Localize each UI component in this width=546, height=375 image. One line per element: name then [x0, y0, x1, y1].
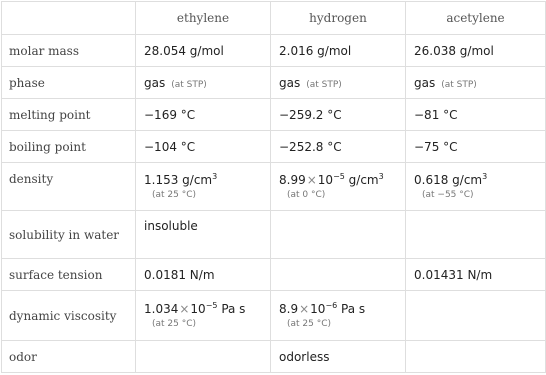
- density-value: 1.153 g/cm: [144, 173, 213, 187]
- cell-acetylene-boiling-point: −75 °C: [406, 131, 546, 163]
- cell-acetylene-dynamic-viscosity: [406, 291, 546, 341]
- cell-hydrogen-phase: [271, 67, 406, 99]
- viscosity-unit: Pa s: [337, 302, 366, 316]
- cell-ethylene-phase: [136, 67, 271, 99]
- cell-acetylene-molar-mass: 26.038 g/mol: [406, 35, 546, 67]
- density-unit-exponent: 3: [378, 172, 384, 181]
- viscosity-note: (at 25 °C): [152, 319, 197, 329]
- cell-hydrogen-melting-point: −259.2 °C: [271, 99, 406, 131]
- row-label-odor: odor: [2, 341, 136, 373]
- times-sign: ×: [306, 173, 317, 187]
- cell-hydrogen-odor: odorless: [271, 341, 406, 373]
- cell-hydrogen-boiling-point: −252.8 °C: [271, 131, 406, 163]
- cell-ethylene-melting-point: −169 °C: [136, 99, 271, 131]
- viscosity-base: 10: [190, 302, 206, 316]
- row-label-boiling-point: boiling point: [2, 131, 136, 163]
- column-header-ethylene: ethylene: [136, 2, 271, 35]
- viscosity-mantissa: 8.9: [279, 302, 299, 316]
- row-label-molar-mass: molar mass: [2, 35, 136, 67]
- row-label-density: density: [2, 163, 136, 211]
- column-header-acetylene: acetylene: [406, 2, 546, 35]
- cell-acetylene-phase: [406, 67, 546, 99]
- cell-acetylene-density: [406, 163, 546, 211]
- phase-note: (at STP): [171, 79, 207, 90]
- table-row: [2, 99, 546, 131]
- viscosity-exponent: −5: [205, 301, 218, 310]
- cell-ethylene-solubility: insoluble: [136, 211, 271, 259]
- cell-hydrogen-molar-mass: 2.016 g/mol: [271, 35, 406, 67]
- density-exponent: −5: [333, 172, 345, 181]
- cell-ethylene-density: [136, 163, 271, 211]
- table-row: [2, 163, 546, 211]
- viscosity-unit: Pa s: [217, 302, 246, 316]
- times-sign: ×: [179, 302, 190, 316]
- row-label-solubility: solubility in water: [2, 211, 136, 259]
- row-label-surface-tension: surface tension: [2, 259, 136, 291]
- density-value: 0.618 g/cm: [414, 173, 483, 187]
- viscosity-mantissa: 1.034: [144, 302, 179, 316]
- table-row: [2, 211, 546, 259]
- cell-ethylene-odor: [136, 341, 271, 373]
- density-note: (at −55 °C): [422, 190, 474, 200]
- table-row: [2, 341, 546, 373]
- density-note: (at 25 °C): [152, 190, 197, 200]
- cell-acetylene-odor: [406, 341, 546, 373]
- viscosity-exponent: −6: [325, 301, 338, 310]
- header-row: [2, 2, 546, 35]
- cell-ethylene-boiling-point: −104 °C: [136, 131, 271, 163]
- table-row: [2, 259, 546, 291]
- density-note: (at 0 °C): [287, 190, 326, 200]
- column-header-hydrogen: hydrogen: [271, 2, 406, 35]
- row-label-dynamic-viscosity: dynamic viscosity: [2, 291, 136, 341]
- viscosity-base: 10: [310, 302, 326, 316]
- cell-hydrogen-density: [271, 163, 406, 211]
- density-mantissa: 8.99: [279, 173, 306, 187]
- properties-table: [1, 1, 546, 373]
- cell-ethylene-surface-tension: 0.0181 N/m: [136, 259, 271, 291]
- cell-acetylene-surface-tension: 0.01431 N/m: [406, 259, 546, 291]
- times-sign: ×: [299, 302, 310, 316]
- row-label-melting-point: melting point: [2, 99, 136, 131]
- density-base: 10: [317, 173, 334, 187]
- table-row: [2, 35, 546, 67]
- cell-hydrogen-surface-tension: [271, 259, 406, 291]
- cell-ethylene-molar-mass: 28.054 g/mol: [136, 35, 271, 67]
- phase-value: gas: [414, 75, 436, 90]
- cell-acetylene-melting-point: −81 °C: [406, 99, 546, 131]
- density-exponent: 3: [482, 172, 488, 181]
- cell-hydrogen-dynamic-viscosity: [271, 291, 406, 341]
- density-unit: g/cm: [344, 173, 379, 187]
- density-exponent: 3: [212, 172, 218, 181]
- viscosity-note: (at 25 °C): [287, 319, 332, 329]
- corner-cell: [2, 2, 136, 35]
- phase-value: gas: [279, 75, 301, 90]
- cell-hydrogen-solubility: [271, 211, 406, 259]
- table-row: [2, 131, 546, 163]
- phase-value: gas: [144, 75, 166, 90]
- cell-ethylene-dynamic-viscosity: [136, 291, 271, 341]
- row-label-phase: phase: [2, 67, 136, 99]
- phase-note: (at STP): [441, 79, 477, 90]
- cell-acetylene-solubility: [406, 211, 546, 259]
- table-row: [2, 291, 546, 341]
- table-row: [2, 67, 546, 99]
- phase-note: (at STP): [306, 79, 342, 90]
